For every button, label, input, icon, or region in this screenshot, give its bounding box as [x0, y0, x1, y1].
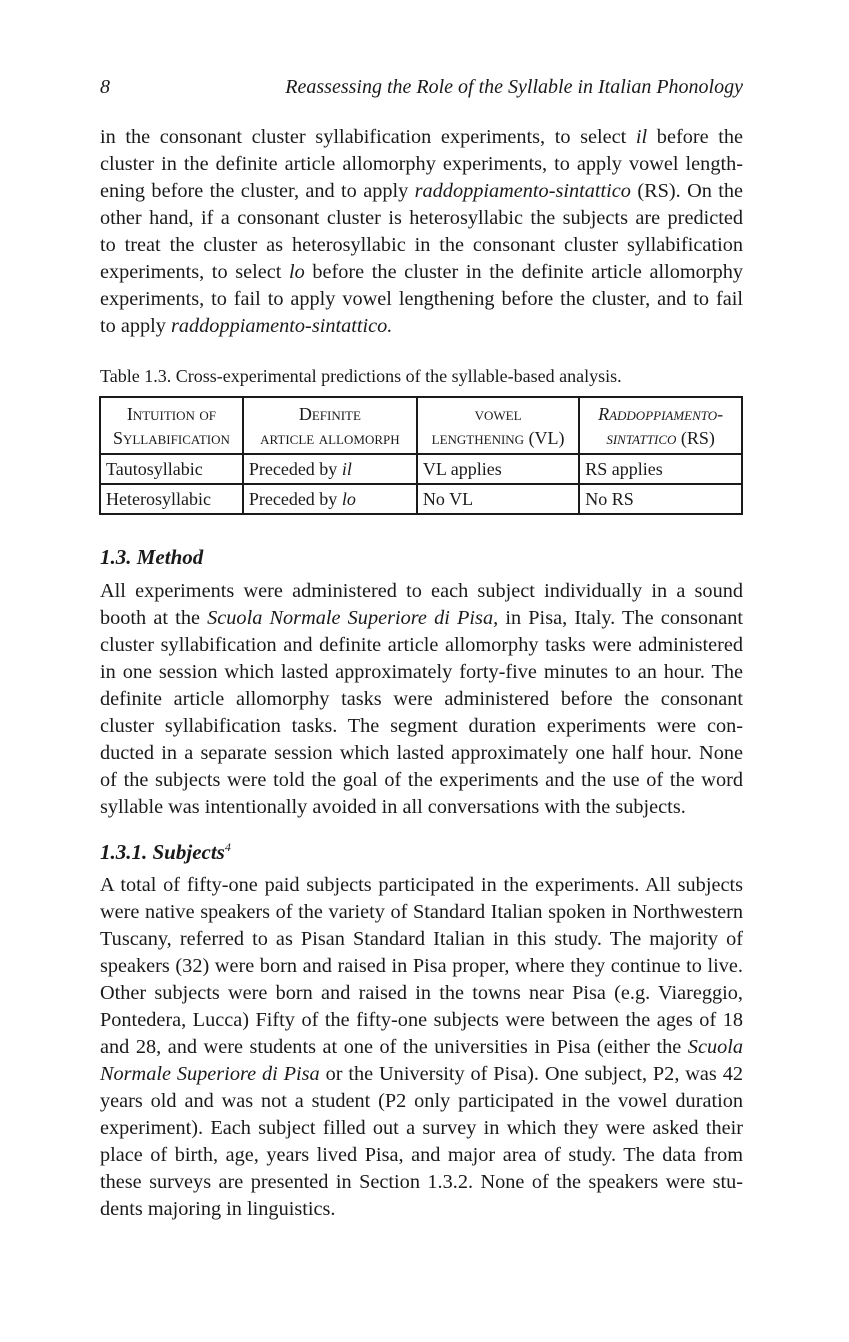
text-line: Pontedera, Lucca) Fifty of the fifty-one subjects were between the ages of 18	[100, 1009, 743, 1031]
text-line: booth at the Scuola Normale Superiore di Pisa, in Pisa, Italy. The consonant	[100, 607, 743, 629]
table-cell: Heterosyllabic	[100, 484, 243, 514]
header-cell: Definite article allomorph	[243, 397, 417, 454]
table-row	[100, 454, 742, 484]
text-line: experiment). Each subject filled out a survey in which they were asked their	[100, 1117, 743, 1139]
text-line: cluster syllabification tasks. The segment duration experiments were con-	[100, 715, 743, 737]
header-cell: Raddoppiamento- sintattico (RS)	[579, 397, 742, 454]
text-line: experiments, to fail to apply vowel lengthening before the cluster, and to fail	[100, 288, 743, 310]
text-line: All experiments were administered to each subject individually in a sound	[100, 580, 743, 602]
text-line: were native speakers of the variety of Standard Italian spoken in Northwestern	[100, 901, 743, 923]
table-cell: RS applies	[579, 454, 742, 484]
subjects-paragraph	[100, 872, 743, 1223]
text-line: ening before the cluster, and to apply raddoppiamento-sintattico (RS). On the	[100, 180, 743, 202]
text-line: of the subjects were told the goal of the experiments and the use of the word	[100, 769, 743, 791]
footnote-marker[interactable]: 4	[224, 840, 231, 854]
table-header-row	[100, 397, 742, 454]
page-number: 8	[100, 76, 110, 98]
running-title: Reassessing the Role of the Syllable in Italian Phonology	[285, 76, 743, 98]
table-cell: No RS	[579, 484, 742, 514]
text-line: to apply raddoppiamento-sintattico.	[100, 315, 393, 337]
text-line: in one session which lasted approximately forty-five minutes to an hour. The	[100, 661, 743, 683]
text-line: Tuscany, referred to as Pisan Standard Italian in this study. The majority of	[100, 928, 743, 950]
header-cell: Intuition of Syllabification	[100, 397, 243, 454]
table-row	[100, 484, 742, 514]
table-cell: Tautosyllabic	[100, 454, 243, 484]
text-line: to treat the cluster as heterosyllabic in the consonant cluster syllabification	[100, 234, 743, 256]
table-cell: No VL	[417, 484, 579, 514]
intro-paragraph	[100, 124, 743, 340]
table-cell: Preceded by lo	[243, 484, 417, 514]
predictions-table	[99, 396, 743, 515]
text-line: A total of fifty-one paid subjects participated in the experiments. All subjects	[100, 874, 743, 896]
table-cell: Preceded by il	[243, 454, 417, 484]
text-line: dents majoring in linguistics.	[100, 1198, 336, 1220]
text-line: cluster syllabification and definite article allomorphy tasks were administered	[100, 634, 743, 656]
text-line: other hand, if a consonant cluster is heterosyllabic the subjects are predicted	[100, 207, 743, 229]
text-line: these surveys are presented in Section 1.3.2. None of the speakers were stu-	[100, 1171, 743, 1193]
text-line: cluster in the definite article allomorphy experiments, to apply vowel length-	[100, 153, 743, 175]
section-heading-method: 1.3. Method	[100, 545, 204, 569]
text-line: syllable was intentionally avoided in all conversations with the subjects.	[100, 796, 686, 818]
text-line: speakers (32) were born and raised in Pisa proper, where they continue to live.	[100, 955, 743, 977]
text-line: years old and was not a student (P2 only participated in the vowel duration	[100, 1090, 743, 1112]
section-heading-subjects: 1.3.1. Subjects$^4$	[100, 840, 231, 864]
header-cell: vowel lengthening (VL)	[417, 397, 579, 454]
text-line: Normale Superiore di Pisa or the University of Pisa). One subject, P2, was 42	[100, 1063, 743, 1085]
text-line: place of birth, age, years lived Pisa, and major area of study. The data from	[100, 1144, 743, 1166]
table-cell: VL applies	[417, 454, 579, 484]
running-header	[100, 74, 743, 106]
text-line: definite article allomorphy tasks were administered before the consonant	[100, 688, 743, 710]
table-caption: Table 1.3. Cross-experimental predictions of the syllable-based analysis.	[100, 366, 622, 386]
text-line: Other subjects were born and raised in the towns near Pisa (e.g. Viareggio,	[100, 982, 743, 1004]
text-line: and 28, and were students at one of the universities in Pisa (either the Scuola	[100, 1036, 743, 1058]
text-line: ducted in a separate session which lasted approximately one half hour. None	[100, 742, 743, 764]
text-line: experiments, to select lo before the cluster in the definite article allomorphy	[100, 261, 743, 283]
method-paragraph	[100, 578, 743, 821]
text-line: in the consonant cluster syllabification experiments, to select il before the	[100, 126, 743, 148]
